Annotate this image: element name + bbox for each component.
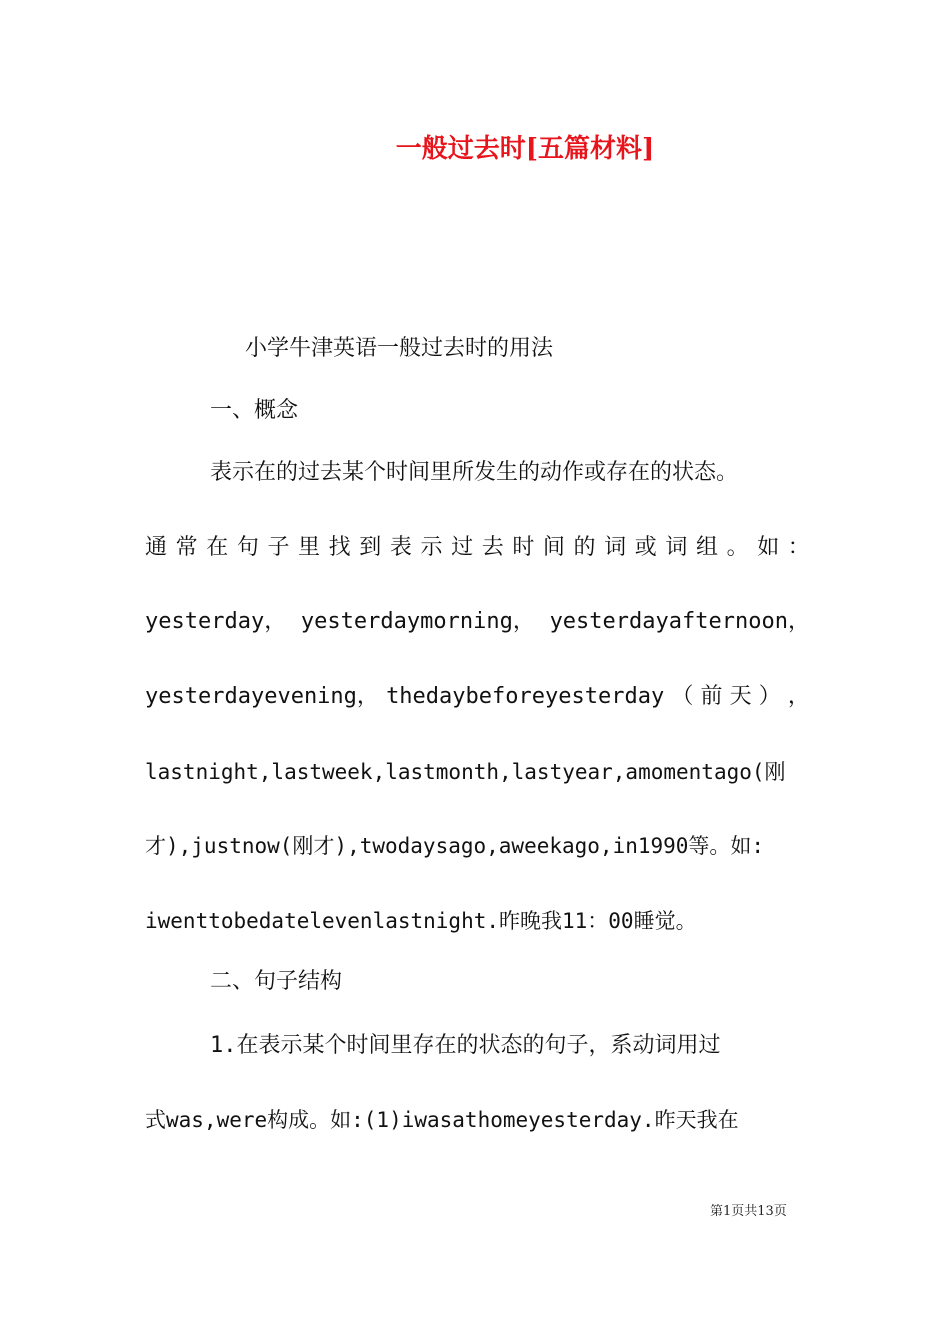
page-footer: 第1页共13页 <box>710 1204 787 1219</box>
word: ） <box>758 684 781 709</box>
word: yesterdayafternoon， <box>549 609 810 634</box>
word: （ <box>671 684 694 709</box>
word: 前 <box>700 684 723 709</box>
char: 在 <box>206 535 229 560</box>
section1-line-2 <box>145 533 810 563</box>
char: 表 <box>389 535 412 560</box>
char: ： <box>787 535 810 560</box>
char: 示 <box>420 535 443 560</box>
word: yesterdaymorning， <box>300 609 535 634</box>
word: ， <box>787 684 810 709</box>
char: 时 <box>512 535 535 560</box>
word: thedaybeforeyesterday <box>386 684 665 709</box>
char: 的 <box>573 535 596 560</box>
char: 。 <box>726 535 749 560</box>
word: 天 <box>729 684 752 709</box>
section1-line-7: iwenttobedatelevenlastnight.昨晚我11：00睡觉。 <box>145 909 697 933</box>
section1-line-6: 才),justnow(刚才),twodaysago,aweekago,in1990等。如: <box>145 834 765 858</box>
char: 到 <box>359 535 382 560</box>
document-title: 一般过去时[五篇材料] <box>395 134 655 164</box>
word: yesterday， <box>145 609 287 634</box>
section2-line-2: 式was,were构成。如:(1)iwasathomeyesterday.昨天我在 <box>145 1108 739 1132</box>
char: 句 <box>236 535 259 560</box>
char: 或 <box>634 535 657 560</box>
char: 如 <box>757 535 780 560</box>
char: 去 <box>481 535 504 560</box>
section1-line-1: 表示在的过去某个时间里所发生的动作或存在的状态。 <box>210 460 739 485</box>
word: yesterdayevening， <box>145 684 379 709</box>
char: 组 <box>695 535 718 560</box>
char: 过 <box>451 535 474 560</box>
section1-line-3 <box>145 607 810 637</box>
section1-line-4 <box>145 682 810 712</box>
section2-heading: 二、句子结构 <box>210 969 343 994</box>
section1-heading: 一、概念 <box>210 398 299 423</box>
char: 词 <box>604 535 627 560</box>
char: 找 <box>328 535 351 560</box>
char: 里 <box>298 535 321 560</box>
section2-line-1: 1.在表示某个时间里存在的状态的句子，系动词用过 <box>210 1033 721 1058</box>
subtitle: 小学牛津英语一般过去时的用法 <box>245 336 554 361</box>
section1-line-5: lastnight,lastweek,lastmonth,lastyear,amomentago(刚 <box>145 760 786 784</box>
char: 常 <box>175 535 198 560</box>
char: 间 <box>542 535 565 560</box>
char: 子 <box>267 535 290 560</box>
char: 通 <box>145 535 168 560</box>
char: 词 <box>665 535 688 560</box>
